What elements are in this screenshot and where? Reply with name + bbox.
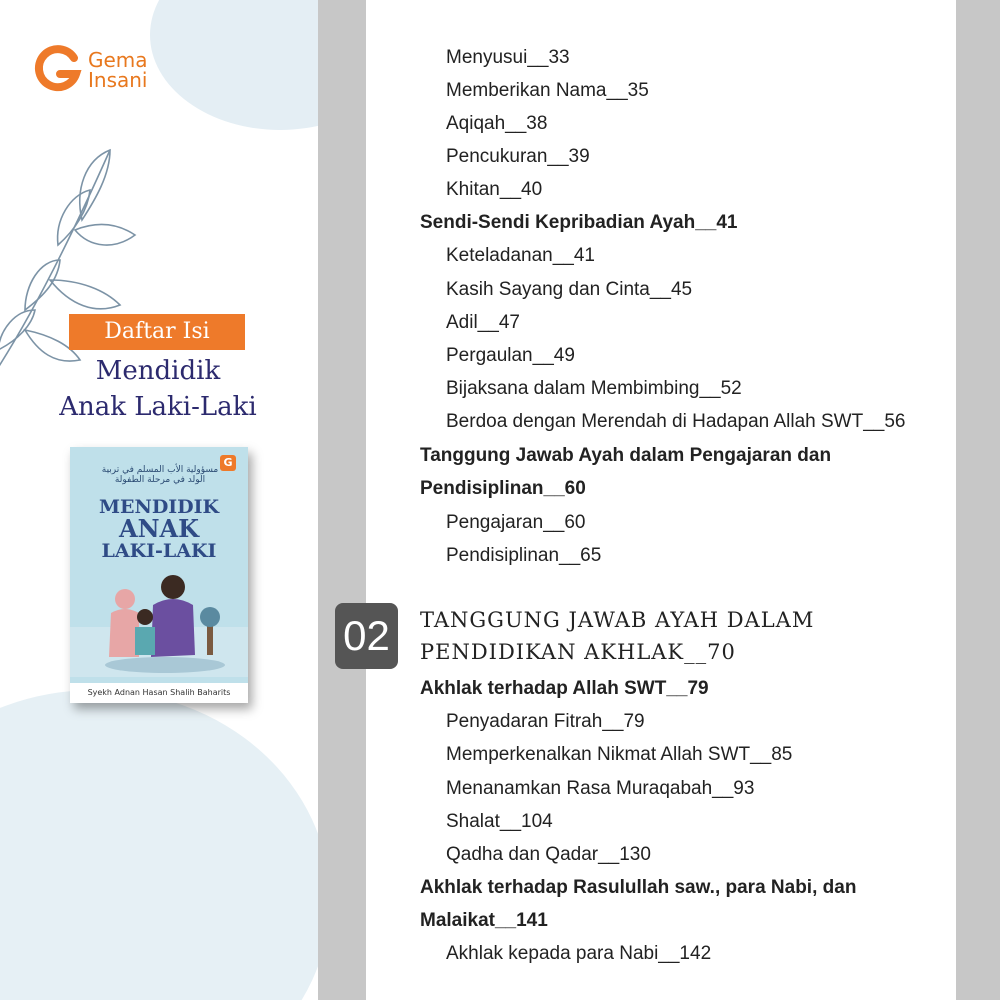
decorative-blob [150, 0, 318, 130]
document-page [366, 0, 956, 1000]
table-of-contents [366, 0, 956, 1000]
toc-entry: Memberikan Nama__35 [446, 80, 649, 101]
decorative-blob [0, 690, 318, 1000]
toc-entry: Pendisiplinan__65 [446, 545, 602, 566]
left-panel [0, 0, 318, 1000]
family-illustration-icon [95, 565, 225, 675]
toc-entry: Pengajaran__60 [446, 512, 586, 533]
book-title [20, 353, 296, 425]
cover-arabic-title: مسؤولية الأب المسلم في تربية الولد في مرحلة الطفولة [101, 465, 219, 485]
toc-entry: Kasih Sayang dan Cinta__45 [446, 279, 693, 300]
brand-logo [34, 44, 174, 104]
chapter-number-badge: 02 [335, 603, 398, 669]
toc-entry: Khitan__40 [446, 179, 543, 200]
toc-entry: Menyusui__33 [446, 47, 570, 68]
cover-title-line1: MENDIDIK [98, 496, 220, 518]
toc-entry: Akhlak kepada para Nabi__142 [446, 943, 712, 964]
brand-name-line1: Gema [88, 48, 148, 72]
cover-title [70, 497, 248, 561]
chapter-title [420, 604, 920, 668]
chapter-title-line2: PENDIDIKAN AKHLAK__70 [420, 640, 736, 664]
toc-heading: Akhlak terhadap Rasulullah saw., para Nabi, dan [420, 877, 857, 898]
toc-entry: Pencukuran__39 [446, 146, 590, 167]
toc-entry: Aqiqah__38 [446, 113, 548, 134]
cover-title-line2: ANAK [118, 514, 200, 543]
section-badge: Daftar Isi [69, 314, 245, 350]
toc-entry: Pergaulan__49 [446, 345, 575, 366]
toc-entry: Berdoa dengan Merendah di Hadapan Allah SWT__56 [446, 411, 906, 432]
toc-heading: Tanggung Jawab Ayah dalam Pengajaran dan [420, 445, 832, 466]
toc-entry: Menanamkan Rasa Muraqabah__93 [446, 778, 755, 799]
toc-entry: Bijaksana dalam Membimbing__52 [446, 378, 742, 399]
toc-entry: Penyadaran Fitrah__79 [446, 711, 645, 732]
toc-entry: Adil__47 [446, 312, 520, 333]
book-title-line2: Anak Laki-Laki [59, 392, 257, 422]
toc-entry: Qadha dan Qadar__130 [446, 844, 651, 865]
cover-title-line3: LAKI-LAKI [101, 540, 217, 562]
brand-name [88, 50, 148, 90]
chapter-title-line1: TANGGUNG JAWAB AYAH DALAM [420, 608, 815, 632]
brand-name-line2: Insani [88, 68, 148, 92]
toc-heading: Akhlak terhadap Allah SWT__79 [420, 678, 709, 699]
toc-entry: Keteladanan__41 [446, 245, 595, 266]
book-cover [70, 447, 248, 703]
toc-heading: Sendi-Sendi Kepribadian Ayah__41 [420, 212, 738, 233]
gema-insani-logo-icon [34, 44, 84, 94]
toc-entry: Shalat__104 [446, 811, 553, 832]
cover-author: Syekh Adnan Hasan Shalih Baharits [70, 683, 248, 703]
toc-heading: Malaikat__141 [420, 910, 548, 931]
toc-heading: Pendisiplinan__60 [420, 478, 586, 499]
book-title-line1: Mendidik [95, 356, 221, 386]
cover-logo: G [220, 455, 236, 471]
toc-entry: Memperkenalkan Nikmat Allah SWT__85 [446, 744, 793, 765]
